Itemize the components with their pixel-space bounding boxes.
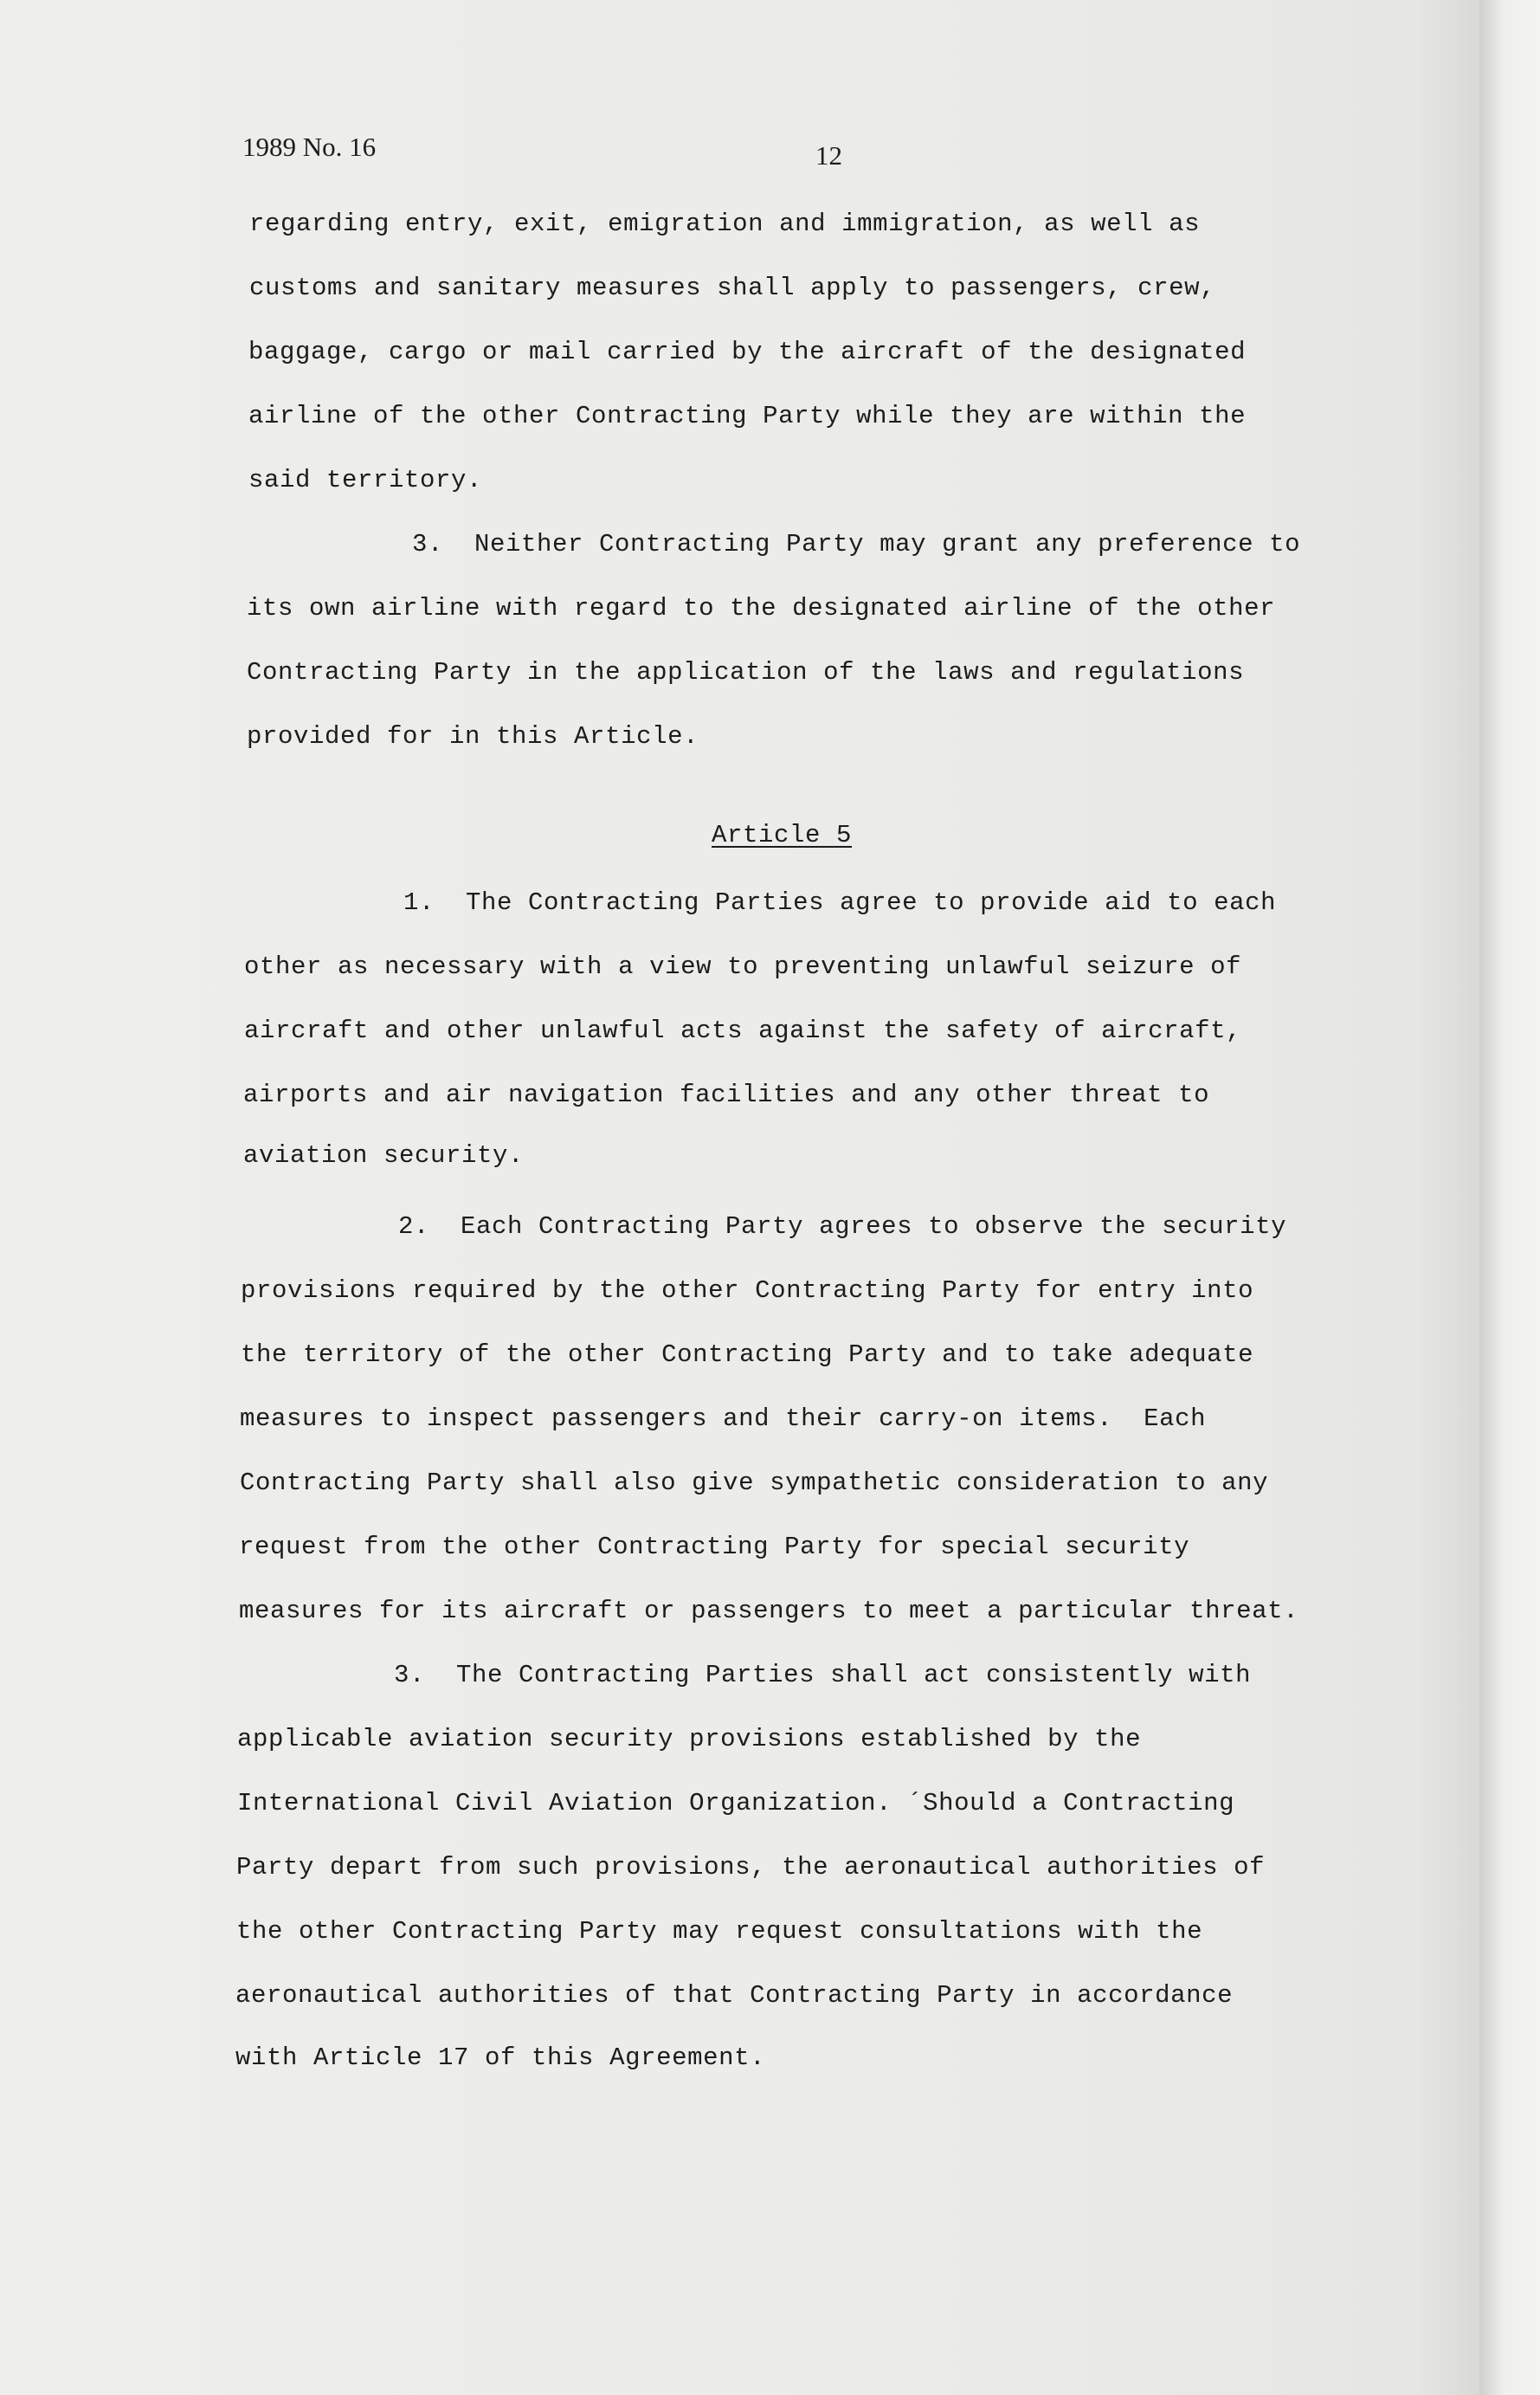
- text-line: 2. Each Contracting Party agrees to observe the security: [398, 1212, 1287, 1241]
- text-line: said territory.: [248, 466, 483, 494]
- text-line: airports and air navigation facilities and any other threat to: [243, 1081, 1210, 1109]
- text-line: measures to inspect passengers and their carry-on items. Each: [240, 1404, 1207, 1433]
- text-line: baggage, cargo or mail carried by the aircraft of the designated: [248, 338, 1247, 366]
- text-line: airline of the other Contracting Party while they are within the: [248, 402, 1247, 430]
- text-line: provisions required by the other Contracting Party for entry into: [241, 1276, 1254, 1305]
- text-line: its own airline with regard to the designated airline of the other: [247, 594, 1276, 623]
- text-line: provided for in this Article.: [247, 722, 699, 751]
- text-line: International Civil Aviation Organization. ´Should a Contracting: [237, 1789, 1235, 1817]
- text-line: aircraft and other unlawful acts against the safety of aircraft,: [244, 1017, 1242, 1045]
- document-reference: 1989 No. 16: [242, 132, 377, 162]
- page-number: 12: [815, 140, 842, 171]
- text-line: the territory of the other Contracting Party and to take adequate: [241, 1340, 1254, 1369]
- text-line: Party depart from such provisions, the aeronautical authorities of: [236, 1853, 1266, 1882]
- text-line: 1. The Contracting Parties agree to provide aid to each: [403, 888, 1277, 917]
- text-line: request from the other Contracting Party for special security: [239, 1533, 1190, 1561]
- article-heading: Article 5: [712, 821, 853, 849]
- text-line: Contracting Party in the application of the laws and regulations: [247, 658, 1245, 687]
- text-line: 3. Neither Contracting Party may grant any preference to: [412, 530, 1301, 558]
- text-line: 3. The Contracting Parties shall act consistently with: [394, 1661, 1252, 1689]
- text-line: other as necessary with a view to preventing unlawful seizure of: [244, 952, 1242, 981]
- text-line: measures for its aircraft or passengers to meet a particular threat.: [239, 1597, 1299, 1625]
- text-line: with Article 17 of this Agreement.: [235, 2043, 766, 2072]
- text-line: customs and sanitary measures shall apply to passengers, crew,: [249, 274, 1216, 302]
- text-line: applicable aviation security provisions established by the: [237, 1725, 1142, 1753]
- text-line: Contracting Party shall also give sympathetic consideration to any: [240, 1469, 1269, 1497]
- text-line: regarding entry, exit, emigration and immigration, as well as: [249, 210, 1201, 238]
- text-line: aeronautical authorities of that Contracting Party in accordance: [235, 1981, 1234, 2010]
- text-line: the other Contracting Party may request consultations with the: [236, 1917, 1203, 1946]
- text-line: aviation security.: [243, 1141, 525, 1170]
